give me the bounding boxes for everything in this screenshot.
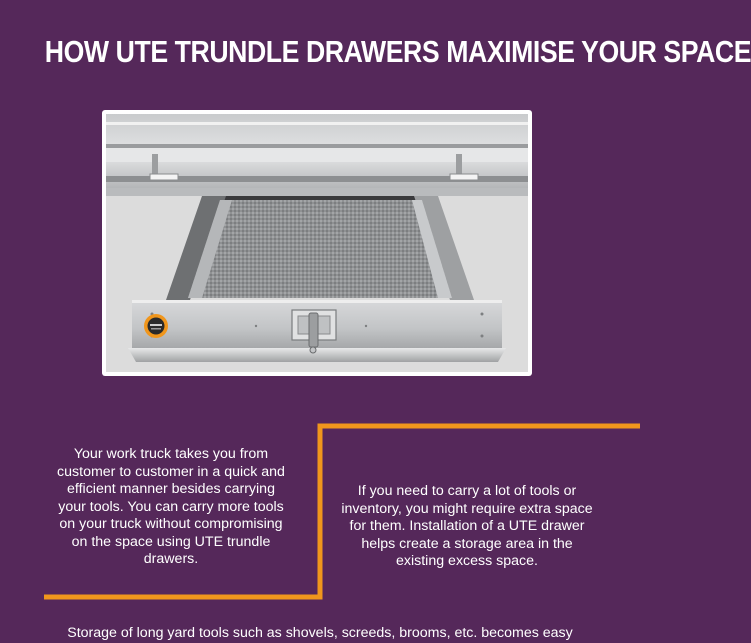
right-paragraph: If you need to carry a lot of tools or inventory, you might require extra space for them. Installation of a UTE drawer helps create a storage area in the existing excess space.: [341, 483, 593, 569]
page-title: HOW UTE TRUNDLE DRAWERS MAXIMISE YOUR SPACE: [44, 34, 751, 69]
bottom-paragraph: Storage of long yard tools such as shovels, screeds, brooms, etc. becomes easy: [67, 625, 573, 641]
left-paragraph: Your work truck takes you from customer to customer in a quick and efficient manner besides carrying your tools. You can carry more tools on your truck without compromising on the space using UTE trundle drawers.: [57, 446, 285, 567]
